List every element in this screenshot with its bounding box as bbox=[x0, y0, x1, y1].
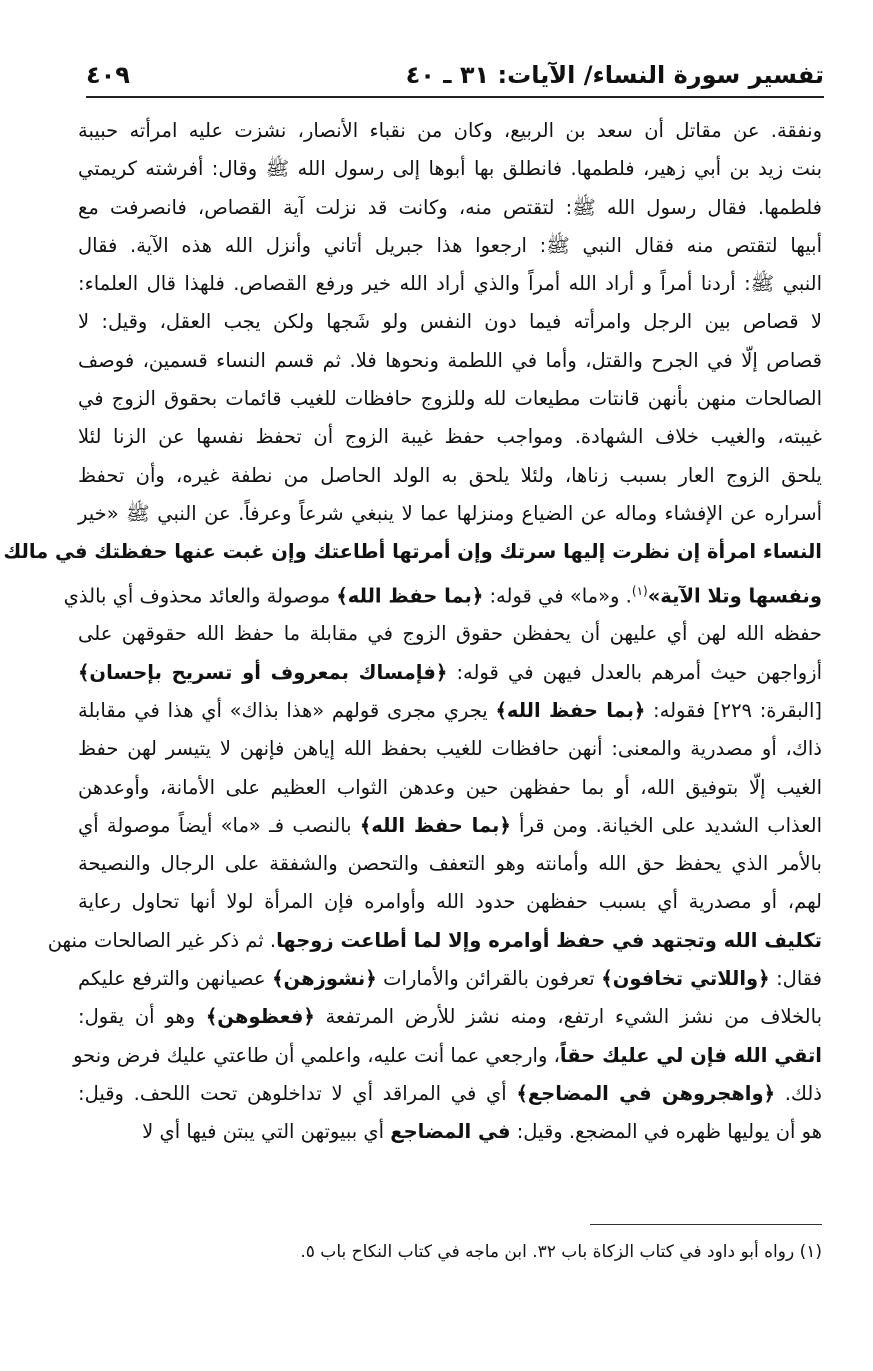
header-rule bbox=[86, 96, 824, 98]
text-line bbox=[78, 495, 822, 533]
text-span: هو أن يوليها ظهره في المضجع. وقيل: bbox=[510, 1120, 822, 1144]
text-span: ، وارجعي عما أنت عليه، واعلمي أن طاعتي عليك فرض ونحو bbox=[73, 1043, 560, 1067]
bold-text: اتقي الله فإن لي عليك حقاً bbox=[559, 1043, 822, 1067]
text-line bbox=[78, 303, 822, 341]
text-line bbox=[78, 189, 822, 227]
text-span: الصالحات منهن بأنهن قانتات مطيعات لله وللزوج حافظات للغيب قائمات بحقوق الزوج في bbox=[78, 387, 822, 411]
text-line bbox=[78, 807, 822, 845]
text-span: [البقرة: ٢٢٩] فقوله: bbox=[645, 698, 822, 722]
text-line bbox=[78, 418, 822, 456]
bold-text: النساء امرأة إن نظرت إليها سرتك وإن أمرتها أطاعتك وإن غبت عنها حفظتك في مالك bbox=[3, 540, 822, 564]
text-span: تعرفون بالقرائن والأمارات bbox=[376, 967, 602, 991]
page-number: ٤٠٩ bbox=[86, 61, 130, 89]
text-line bbox=[78, 457, 822, 495]
text-line bbox=[78, 112, 822, 150]
text-line bbox=[78, 654, 822, 692]
bold-text: تكليف الله وتجتهد في حفظ أوامره وإلا لما أطاعت زوجها bbox=[276, 928, 822, 952]
text-span: غيبته، والغيب خلاف الشهادة. ومواجب حفظ غيبة الزوج أن تحفظ نفسها عن الزنا لئلا bbox=[78, 425, 822, 449]
footnote-rule bbox=[590, 1224, 822, 1225]
text-span: ذلك. bbox=[775, 1081, 822, 1105]
text-line bbox=[78, 883, 822, 921]
text-span: أزواجهن حيث أمرهم بالعدل فيهن في قوله: bbox=[447, 660, 822, 684]
bold-text: ﴿بما حفظ الله﴾ bbox=[359, 813, 511, 837]
footnote-marker: (١) bbox=[631, 583, 648, 598]
text-span: أي ببيوتهن التي يبتن فيها أي لا bbox=[142, 1120, 391, 1144]
text-line bbox=[78, 265, 822, 303]
text-span: . ثم ذكر غير الصالحات منهن bbox=[47, 928, 277, 952]
text-span: بالنصب فـ «ما» أيضاً موصولة أي bbox=[78, 813, 360, 837]
text-span: يلحق الزوج العار بسبب زناها، ولئلا يلحق به الولد الحاصل من نطفة غيره، وأن تحفظ bbox=[78, 463, 822, 487]
text-line bbox=[78, 150, 822, 188]
bold-text: ونفسها وتلا الآية» bbox=[647, 584, 822, 608]
text-span: لا قصاص بين الرجل وامرأته فيما دون النفس ولو شَجها ولكن يجب العقل، وقيل: لا bbox=[78, 310, 822, 334]
bold-text: ﴿فعظوهن﴾ bbox=[205, 1005, 315, 1029]
text-line bbox=[78, 845, 822, 883]
text-span: النبي ﷺ: أردنا أمراً و أراد الله أمراً والذي أراد الله خير ورفع القصاص. فلهذا قال العلماء: bbox=[78, 272, 822, 296]
text-line bbox=[78, 998, 822, 1036]
text-span: قصاص إلّا في الجرح والقتل، وأما في اللطمة ونحوها فلا. ثم قسم النساء قسمين، فوصف bbox=[78, 348, 822, 372]
text-line bbox=[78, 380, 822, 418]
text-line bbox=[78, 615, 822, 653]
text-span: حفظه الله لهن أي عليهن أن يحفظن حقوق الزوج في مقابلة ما حفظ الله حقوقهن على bbox=[78, 622, 822, 646]
running-title: تفسير سورة النساء/ الآيات: ٣١ ـ ٤٠ bbox=[405, 61, 824, 89]
text-line bbox=[47, 922, 822, 960]
bold-text: ﴿بما حفظ الله﴾ bbox=[495, 698, 646, 722]
text-line bbox=[78, 960, 822, 998]
text-span: بالخلاف من نشز الشيء ارتفع، ومنه نشز للأرض المرتفعة bbox=[314, 1005, 822, 1029]
text-span: موصولة والعائد محذوف أي بالذي bbox=[63, 584, 337, 608]
text-line bbox=[3, 533, 822, 571]
text-span: لهم، أو مصدرية أي بسبب حفظهن حدود الله وأوامره فإن المرأة لولا أنها تحاول رعاية bbox=[78, 890, 822, 914]
text-span: فقال: bbox=[769, 967, 822, 991]
text-span: يجري مجرى قولهم «هذا بذاك» أي هذا في مقابلة bbox=[78, 698, 496, 722]
text-span: الغيب إلّا بتوفيق الله، أو بما حفظهن حين وعدهن الثواب العظيم على الأمانة، وأوعدهن bbox=[78, 775, 822, 799]
text-span: فلطمها. فقال رسول الله ﷺ: لتقتص منه، وكانت قد نزلت آية القصاص، فانصرفت مع bbox=[78, 195, 822, 219]
bold-text: ﴿بما حفظ الله﴾ bbox=[336, 584, 484, 608]
text-line bbox=[63, 572, 822, 616]
text-line bbox=[78, 1075, 822, 1113]
bold-text: ﴿واهجروهن في المضاجع﴾ bbox=[516, 1081, 776, 1105]
text-span: بالأمر الذي يحفظ حق الله وأمانته وهو التعفف والتحصن والشفقة على الرجال والنصيحة bbox=[78, 852, 822, 876]
page-header bbox=[86, 58, 824, 92]
bold-text: ﴿فإمساك بمعروف أو تسريح بإحسان﴾ bbox=[78, 660, 448, 684]
body-text bbox=[3, 112, 822, 1210]
text-line bbox=[78, 769, 822, 807]
text-line bbox=[73, 1037, 822, 1075]
text-span: . و«ما» في قوله: bbox=[483, 584, 632, 608]
bold-text: ﴿واللاتي تخافون﴾ bbox=[601, 967, 770, 991]
footnote: (١) رواه أبو داود في كتاب الزكاة باب ٣٢. ابن ماجه في كتاب النكاح باب ٥. bbox=[300, 1242, 822, 1262]
text-span: بنت زيد بن أبي زهير، فلطمها. فانطلق بها أبوها إلى رسول الله ﷺ وقال: أفرشته كريمتي bbox=[78, 157, 822, 181]
text-line bbox=[78, 227, 822, 265]
text-span: ذاك، أو مصدرية والمعنى: أنهن حافظات للغيب بحفظ الله إياهن فإنهن لا يتيسر لهن حفظ bbox=[78, 737, 822, 761]
bold-text: ﴿نشوزهن﴾ bbox=[272, 967, 377, 991]
text-span: أسراره عن الإفشاء وماله عن الضياع ومنزلها عما لا ينبغي شرعاً وعرفاً. عن النبي ﷺ «خير bbox=[78, 501, 822, 525]
text-span: أبيها لتقتص منه فقال النبي ﷺ: ارجعوا هذا جبريل أتاني وأنزل الله هذه الآية. فقال bbox=[78, 233, 822, 257]
text-span: ونفقة. عن مقاتل أن سعد بن الربيع، وكان من نقباء الأنصار، نشزت عليه امرأته حبيبة bbox=[78, 119, 822, 142]
bold-text: في المضاجع bbox=[390, 1120, 511, 1144]
text-span: وهو أن يقول: bbox=[78, 1005, 206, 1029]
text-span: أي في المراقد أي لا تداخلوهن تحت اللحف. وقيل: bbox=[78, 1081, 517, 1105]
text-line bbox=[78, 1113, 822, 1151]
text-line bbox=[78, 730, 822, 768]
text-span: عصيانهن والترفع عليكم bbox=[78, 967, 273, 991]
text-line bbox=[78, 342, 822, 380]
text-line bbox=[78, 692, 822, 730]
text-span: العذاب الشديد على الخيانة. ومن قرأ bbox=[510, 813, 822, 837]
